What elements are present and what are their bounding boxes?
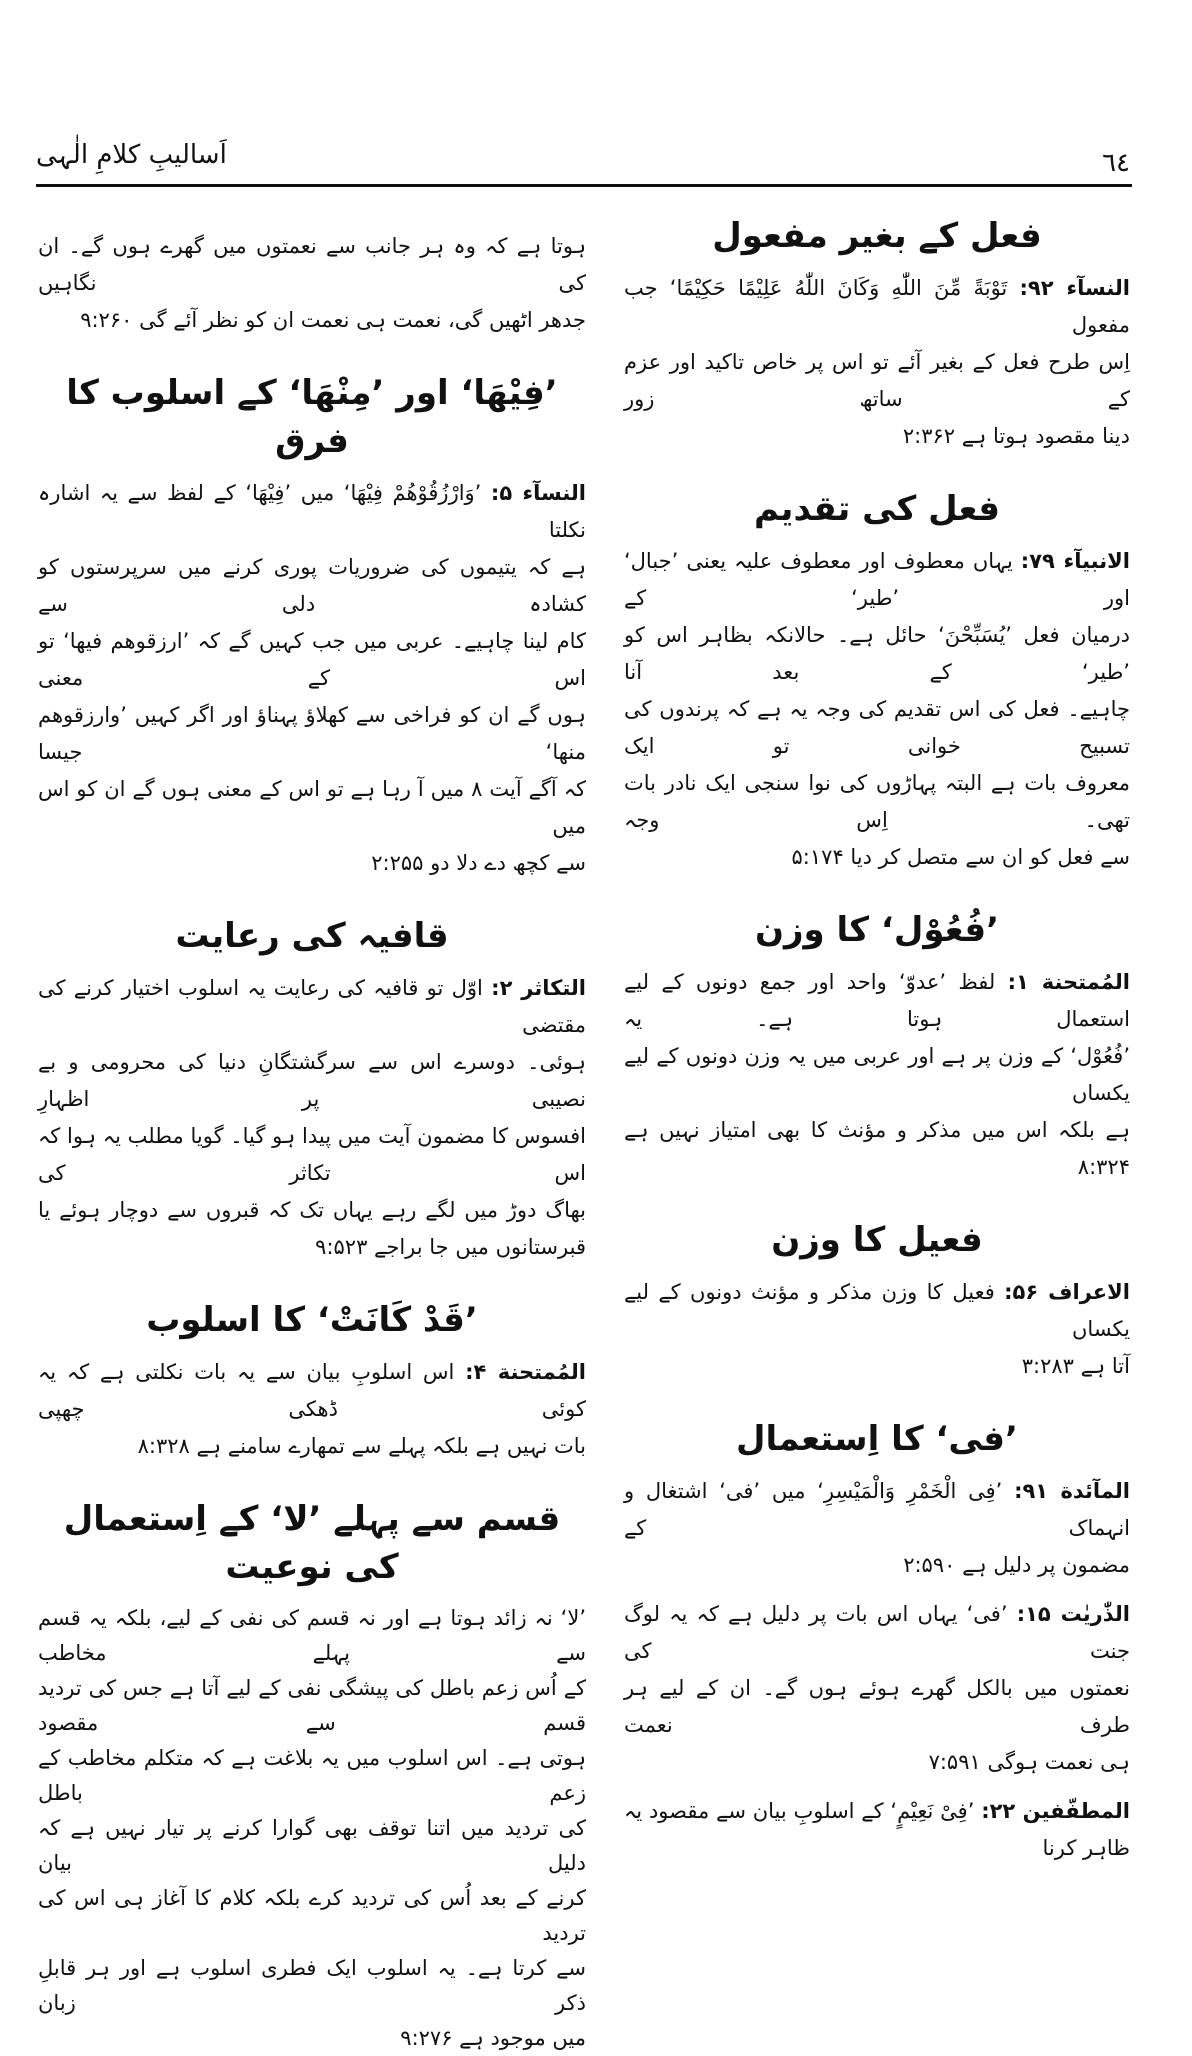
section-heading: فعیل کا وزن (771, 1220, 983, 1260)
surah-reference: التکاثر ۲: (491, 976, 586, 1000)
section-paragraph (38, 475, 586, 882)
text-line: ’لا‘ نہ زائد ہوتا ہے اور نہ قسم کی نفی کے لیے، بلکہ یہ قسم سے پہلے مخاطب (38, 1606, 586, 1665)
text-line: کرنے کے بعد اُس کی تردید کرے بلکہ کلام کا آغاز ہی اس کی تردید (38, 1886, 586, 1945)
right-column (624, 206, 1130, 1867)
section-paragraph (38, 970, 586, 1266)
section-paragraph (38, 1601, 586, 2056)
text-line: ہوتی ہے۔ اس اسلوب میں یہ بلاغت ہے کہ متکلم مخاطب کے زعم باطل (38, 1746, 586, 1805)
text-line (624, 1793, 1130, 1867)
text-line: میں موجود ہے ۹:۲۷۶ (400, 2026, 586, 2050)
surah-reference: المُمتحنة ۱: (1007, 970, 1130, 994)
surah-reference: المطفّفین ۲۲: (981, 1799, 1130, 1823)
section-heading: ’قَدْ كَانَتْ‘ کا اسلوب (146, 1300, 478, 1340)
section-paragraph (624, 543, 1130, 876)
surah-reference: الانبیآء ۷۹: (1020, 549, 1130, 573)
surah-reference: الذّٰریٰت ۱۵: (1016, 1602, 1130, 1626)
line-text: اس اسلوبِ بیان سے یہ بات نکلتی ہے کہ یہ کوئی ڈھکی چھپی (38, 1360, 586, 1421)
section-paragraph (624, 1274, 1130, 1385)
line-text: تَوْبَةً مِّنَ اللّٰهِ وَكَانَ اللّٰهُ عَلِيْمًا حَكِيْمًا‘ جب مفعول (624, 276, 1130, 337)
text-line: سے کچھ دے دلا دو ۲:۲۵۵ (371, 851, 586, 875)
text-line (624, 964, 1130, 1038)
text-line (38, 475, 586, 549)
text-line (624, 543, 1130, 617)
text-line (38, 970, 586, 1044)
line-text: ’فِی الْخَمْرِ وَالْمَيْسِرِ‘ میں ’فی‘ اشتغال و انہماک کے (624, 1479, 1130, 1540)
text-line: آتا ہے ۳:۲۸۳ (1021, 1354, 1130, 1378)
line-text: ’فِیْ نَعِيْمٍ‘ کے اسلوبِ بیان سے مقصود یہ ظاہر کرنا (624, 1799, 1130, 1860)
text-line: دینا مقصود ہوتا ہے ۲:۳۶۲ (902, 424, 1130, 448)
page-number: ٦٤ (1102, 148, 1130, 178)
line-text: فعیل کا وزن مذکر و مؤنث دونوں کے لیے یکساں (624, 1280, 1130, 1341)
text-line: کے اُس زعم باطل کی پیشگی نفی کے لیے آتا ہے جس کی تردید قسم سے مقصود (38, 1676, 586, 1735)
text-line: ہوئی۔ دوسرے اس سے سرگشتگانِ دنیا کی محرومی و بے نصیبی پر اظہارِ (38, 1050, 586, 1111)
section-paragraph (38, 228, 586, 339)
text-line: ہے کہ یتیموں کی ضروریات پوری کرنے میں سرپرستوں کو کشادہ دلی سے (38, 555, 586, 616)
text-line: ہی نعمت ہوگی ۷:۵۹۱ (928, 1750, 1130, 1774)
section-heading: ’فُعُوْل‘ کا وزن (754, 910, 1000, 950)
surah-reference: النسآء ۵: (490, 481, 586, 505)
surah-reference: المُمتحنة ۴: (465, 1360, 586, 1384)
text-line: قبرستانوں میں جا براجے ۹:۵۲۳ (315, 1235, 586, 1259)
text-line: افسوس کا مضمون آیت میں پیدا ہو گیا۔ گویا مطلب یہ ہوا کہ اس تکاثر کی (38, 1124, 586, 1185)
left-column (38, 206, 586, 2056)
surah-reference: المآئدة ۹۱: (1014, 1479, 1130, 1503)
section-heading: قسم سے پہلے ’لا‘ کے اِستعمال کی نوعیت (63, 1499, 561, 1587)
running-header-title: اَسالیبِ کلامِ الٰہی (36, 140, 227, 170)
text-line: کہ آگے آیت ۸ میں آ رہا ہے تو اس کے معنی ہوں گے ان کو اس میں (38, 777, 586, 838)
text-line: کام لینا چاہیے۔ عربی میں جب کہیں گے کہ ’ارزقوھم فیھا‘ تو اس کے معنی (38, 629, 586, 690)
line-text: اوّل تو قافیہ کی رعایت یہ اسلوب اختیار کرنے کی مقتضی (38, 976, 586, 1037)
text-line: مضمون پر دلیل ہے ۲:۵۹۰ (903, 1553, 1130, 1577)
section-heading: ’فِيْهَا‘ اور ’مِنْهَا‘ کے اسلوب کا فرق (66, 373, 558, 461)
text-line: ہوں گے ان کو فراخی سے کھلاؤ پہناؤ اور اگر کہیں ’وارزقوھم منھا‘ جیسا (38, 703, 586, 764)
section-heading: فعل کی تقدیم (754, 489, 1000, 529)
section-heading: قافیہ کی رعایت (175, 916, 449, 956)
section-paragraph (624, 1473, 1130, 1584)
text-line (624, 1596, 1130, 1670)
text-line: سے فعل کو ان سے متصل کر دیا ۵:۱۷۴ (791, 845, 1130, 869)
text-line (624, 1274, 1130, 1348)
text-line: کی تردید میں اتنا توقف بھی گوارا کرنے پر تیار نہیں ہے کہ دلیل بیان (38, 1816, 586, 1875)
text-line: جدھر اٹھیں گی، نعمت ہی نعمت ان کو نظر آئے گی ۹:۲۶۰ (80, 308, 586, 332)
section-paragraph (624, 1596, 1130, 1781)
surah-reference: النسآء ۹۲: (1019, 276, 1130, 300)
section-paragraph (624, 964, 1130, 1186)
text-line: بات نہیں ہے بلکہ پہلے سے تمھارے سامنے ہے ۸:۳۲۸ (137, 1434, 586, 1458)
line-text: لفظ ’عدوّ‘ واحد اور جمع دونوں کے لیے استعمال ہوتا ہے۔ یہ (624, 970, 1130, 1031)
text-line: سے کرتا ہے۔ یہ اسلوب ایک فطری اسلوب ہے اور ہر قابلِ ذکر زبان (38, 1956, 586, 2015)
section-paragraph (624, 1793, 1130, 1867)
text-line: ہوتا ہے کہ وہ ہر جانب سے نعمتوں میں گھرے ہوں گے۔ ان کی نگاہیں (38, 234, 586, 295)
text-line: درمیان فعل ’یُسَبِّحْنَ‘ حائل ہے۔ حالانکہ بظاہر اس کو ’طیر‘ کے بعد آنا (624, 623, 1130, 684)
text-line: معروف بات ہے البتہ پہاڑوں کی نوا سنجی ایک نادر بات تھی۔ اِس وجہ (624, 771, 1130, 832)
line-text: ’وَارْزُقُوْهُمْ فِيْهَا‘ میں ’فِيْهَا‘ کے لفظ سے یہ اشارہ نکلتا (38, 481, 586, 542)
line-text: یہاں معطوف اور معطوف علیہ یعنی ’جبال‘ اور ’طیر‘ کے (624, 549, 1130, 610)
section-heading: فعل کے بغیر مفعول (712, 216, 1042, 256)
text-line (624, 1473, 1130, 1547)
text-line: نعمتوں میں بالکل گھرے ہوئے ہوں گے۔ ان کے لیے ہر طرف نعمت (624, 1676, 1130, 1737)
line-text: ’فی‘ یہاں اس بات پر دلیل ہے کہ یہ لوگ جنت کی (624, 1602, 1130, 1663)
text-line: بھاگ دوڑ میں لگے رہے یہاں تک کہ قبروں سے دوچار ہوئے یا (38, 1198, 586, 1222)
section-heading: ’فی‘ کا اِستعمال (736, 1419, 1018, 1459)
text-line: چاہیے۔ فعل کی اس تقدیم کی وجہ یہ ہے کہ پرندوں کی تسبیح خوانی تو ایک (624, 697, 1130, 758)
section-paragraph (38, 1354, 586, 1465)
text-line (624, 270, 1130, 344)
section-paragraph (624, 270, 1130, 455)
header-rule (36, 184, 1132, 187)
text-line: اِس طرح فعل کے بغیر آئے تو اس پر خاص تاکید اور عزم کے ساتھ زور (624, 350, 1130, 411)
text-line: ’فُعُوْل‘ کے وزن پر ہے اور عربی میں یہ وزن دونوں کے لیے یکساں (624, 1044, 1130, 1105)
text-line (38, 1354, 586, 1428)
surah-reference: الاعراف ۵۶: (1004, 1280, 1130, 1304)
text-line: ہے بلکہ اس میں مذکر و مؤنث کا بھی امتیاز نہیں ہے ۸:۳۲۴ (624, 1118, 1130, 1179)
